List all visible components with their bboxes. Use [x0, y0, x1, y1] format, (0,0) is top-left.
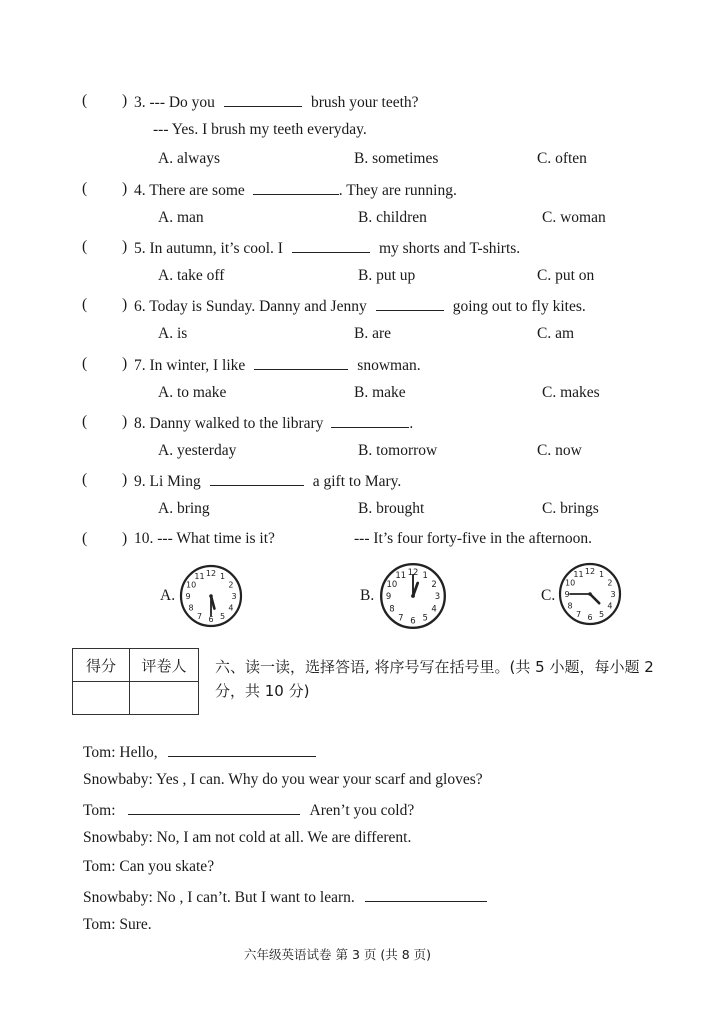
clock-number: 5 [598, 609, 605, 619]
option-a: A. is [158, 325, 188, 342]
section-title: 六、读一读，选择答语, 将序号写在括号里。(共 5 小题，每小题 2 分，共 10 分) [215, 658, 654, 700]
answer-paren-open: ( [82, 355, 88, 372]
clock-number: 7 [575, 609, 582, 619]
clock-number: 3 [231, 592, 237, 601]
answer-blank[interactable] [254, 355, 348, 370]
clock-number: 1 [219, 572, 226, 582]
clock-number: 10 [386, 578, 398, 589]
clock-number: 12 [205, 569, 217, 578]
question-text: In autumn, it’s cool. I [149, 240, 283, 257]
question-number: 9. [134, 473, 146, 490]
dialogue-line-2: Snowbaby: Yes , I can. Why do you wear your scarf and gloves? [83, 771, 483, 788]
question-number: 4. [134, 182, 146, 199]
answer-paren-close: ) [122, 530, 128, 547]
question-text: In winter, I like [149, 357, 246, 374]
dialogue-line-1 [83, 742, 320, 762]
clock-number: 3 [434, 591, 441, 602]
answer-blank[interactable] [253, 180, 339, 195]
question-number: 7. [134, 357, 146, 374]
clock-option-c-label: C. [541, 587, 556, 604]
question-6 [134, 296, 586, 316]
answer-paren-open: ( [82, 471, 88, 488]
clock-center [209, 594, 213, 598]
answer-blank[interactable] [365, 887, 487, 902]
answer-blank[interactable] [210, 471, 304, 486]
clock-number: 9 [185, 592, 191, 601]
answer-paren-open: ( [82, 296, 88, 313]
option-b: B. are [354, 325, 392, 342]
option-c: C. put on [537, 267, 595, 284]
clock-number: 4 [431, 603, 437, 614]
clock-number: 2 [431, 578, 437, 589]
dialogue-text: Tom: [83, 802, 116, 819]
option-a: A. always [158, 150, 220, 167]
dialogue-line-5: Tom: Can you skate? [83, 858, 215, 875]
clock-b-icon [378, 561, 448, 631]
clock-number: 6 [587, 613, 593, 622]
dialogue-line-6 [83, 887, 491, 907]
question-text-end: a gift to Mary. [312, 473, 402, 490]
clock-number: 5 [422, 612, 428, 623]
answer-paren-close: ) [122, 471, 128, 488]
option-c: C. am [537, 325, 575, 342]
question-number: 6. [134, 298, 146, 315]
clock-option-b-label: B. [360, 587, 375, 604]
clock-number: 6 [208, 615, 214, 624]
answer-blank[interactable] [292, 238, 370, 253]
clock-number: 8 [188, 603, 194, 613]
clock-number: 8 [567, 601, 573, 611]
clock-number: 10 [186, 580, 197, 590]
option-a: A. bring [158, 500, 210, 517]
answer-blank[interactable] [128, 800, 300, 815]
question-9 [134, 471, 401, 491]
answer-paren-close: ) [122, 238, 128, 255]
dialogue-text: Snowbaby: No , I can’t. But I want to learn. [83, 889, 355, 906]
question-10 [134, 530, 275, 548]
answer-blank[interactable] [331, 413, 409, 428]
question-7 [134, 355, 421, 375]
answer-paren-open: ( [82, 530, 88, 547]
clock-number: 2 [228, 580, 234, 590]
page-footer: 六年级英语试卷 第 3 页 (共 8 页) [244, 947, 432, 962]
question-4 [134, 180, 457, 200]
answer-paren-close: ) [122, 180, 128, 197]
answer-blank[interactable] [168, 742, 316, 757]
question-text: --- Do you [149, 94, 215, 111]
clock-center [588, 592, 592, 596]
answer-paren-open: ( [82, 180, 88, 197]
clock-number: 4 [607, 601, 613, 611]
clock-number: 12 [407, 566, 419, 577]
question-5 [134, 238, 520, 258]
clock-number: 5 [219, 611, 226, 621]
option-c: C. often [537, 150, 587, 167]
question-text: Li Ming [149, 473, 201, 490]
question-text-end: snowman. [357, 357, 421, 374]
option-a: A. man [158, 209, 204, 226]
answer-paren-open: ( [82, 92, 88, 109]
dialogue-text-end: Aren’t you cold? [309, 802, 415, 819]
clock-number: 3 [610, 590, 616, 599]
option-a: A. to make [158, 384, 227, 401]
grader-cell[interactable] [130, 682, 199, 715]
score-cell[interactable] [73, 682, 130, 715]
answer-blank[interactable] [376, 296, 444, 311]
option-b: B. brought [358, 500, 425, 517]
grader-header: 评卷人 [130, 649, 199, 682]
clock-center [411, 594, 415, 598]
question-3 [134, 92, 419, 112]
question-number: 3. [134, 94, 146, 111]
clock-c-icon [557, 561, 623, 627]
clock-number: 8 [389, 603, 395, 614]
dialogue-line-4: Snowbaby: No, I am not cold at all. We are different. [83, 829, 412, 846]
question-text: Today is Sunday. Danny and Jenny [149, 298, 367, 315]
option-b: B. put up [358, 267, 416, 284]
question-10-answer: --- It’s four forty-five in the afternoon. [354, 530, 593, 547]
clock-number: 11 [573, 570, 584, 580]
clock-number: 9 [564, 590, 570, 599]
clock-number: 9 [385, 591, 392, 602]
option-c: C. woman [542, 209, 606, 226]
dialogue-line-3 [83, 800, 414, 820]
question-number: 8. [134, 415, 146, 432]
answer-blank[interactable] [224, 92, 302, 107]
answer-paren-close: ) [122, 355, 128, 372]
question-number: 10. [134, 530, 154, 547]
answer-paren-open: ( [82, 413, 88, 430]
option-b: B. make [354, 384, 406, 401]
clock-number: 10 [565, 578, 576, 588]
answer-paren-close: ) [122, 413, 128, 430]
clock-number: 2 [607, 578, 613, 588]
question-text: Danny walked to the library [149, 415, 324, 432]
clock-number: 12 [584, 567, 596, 576]
option-a: A. yesterday [158, 442, 237, 459]
option-c: C. now [537, 442, 582, 459]
clock-option-a-label: A. [160, 587, 176, 604]
option-b: B. children [358, 209, 427, 226]
clock-number: 4 [228, 603, 234, 613]
question-text-end: going out to fly kites. [452, 298, 586, 315]
answer-paren-open: ( [82, 238, 88, 255]
question-text: There are some [149, 182, 245, 199]
score-table [72, 648, 199, 715]
clock-number: 1 [598, 570, 605, 580]
question-text: --- What time is it? [157, 530, 275, 547]
option-c: C. makes [542, 384, 600, 401]
question-text-end: my shorts and T-shirts. [378, 240, 521, 257]
answer-paren-close: ) [122, 296, 128, 313]
clock-number: 7 [398, 612, 404, 623]
dialogue-line-7: Tom: Sure. [83, 916, 152, 933]
question-text-end: . They are running. [338, 182, 457, 199]
clock-number: 11 [194, 572, 205, 582]
clock-number: 6 [410, 615, 416, 626]
score-header: 得分 [73, 649, 130, 682]
option-b: B. tomorrow [358, 442, 438, 459]
option-c: C. brings [542, 500, 599, 517]
clock-number: 7 [196, 611, 203, 621]
option-b: B. sometimes [354, 150, 439, 167]
question-text-end: brush your teeth? [310, 94, 419, 111]
clock-number: 1 [422, 570, 428, 581]
clock-a-icon [178, 563, 244, 629]
dialogue-text: Tom: Hello, [83, 744, 158, 761]
answer-paren-close: ) [122, 92, 128, 109]
question-number: 5. [134, 240, 146, 257]
clock-number: 11 [395, 570, 407, 581]
question-3-response: --- Yes. I brush my teeth everyday. [153, 121, 367, 138]
option-a: A. take off [158, 267, 225, 284]
question-8 [134, 413, 413, 433]
question-text-end: . [409, 415, 414, 432]
